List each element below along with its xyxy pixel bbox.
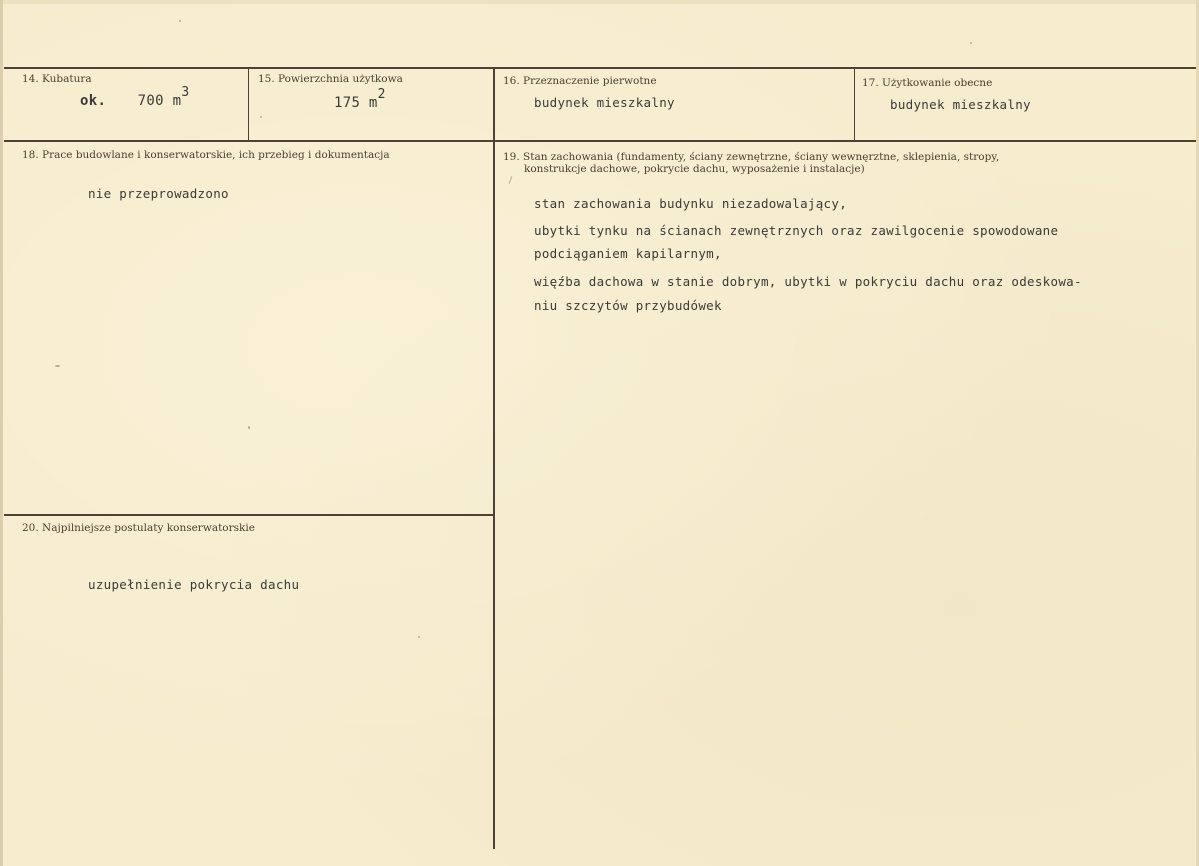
- field-15-exponent: 2: [377, 87, 386, 102]
- page-edge-left: [0, 0, 3, 866]
- field-19-line-5: niu szczytów przybudówek: [534, 298, 722, 313]
- field-19-line-1: stan zachowania budynku niezadowalający,: [534, 196, 848, 211]
- paper-speck: [418, 636, 420, 638]
- paper-speck: [179, 20, 181, 22]
- paper-speck: [509, 176, 513, 184]
- page-edge-top: [0, 0, 1199, 4]
- field-14-exponent: 3: [181, 85, 190, 100]
- grid-line-f18-bottom: [4, 514, 494, 516]
- field-19-line-4: więźba dachowa w stanie dobrym, ubytki w pokryciu dachu oraz odeskowa-: [534, 274, 1082, 289]
- grid-line-v2: [493, 67, 495, 849]
- field-16-value: budynek mieszkalny: [534, 95, 675, 110]
- field-14-value: [80, 85, 190, 110]
- field-14-prefix: ok.: [80, 93, 107, 109]
- field-18-value: nie przeprowadzono: [88, 186, 229, 201]
- field-20-value: uzupełnienie pokrycia dachu: [88, 577, 300, 592]
- grid-line-v3: [854, 67, 855, 141]
- field-19-label-line1: 19. Stan zachowania (fundamenty, ściany zewnętrzne, ściany wewnęrztne, sklepienia, stropy,: [503, 151, 1000, 163]
- field-15-label: 15. Powierzchnia użytkowa: [258, 73, 403, 85]
- paper-speck: [970, 42, 972, 44]
- grid-line-row1-bottom: [4, 140, 1196, 142]
- paper-speck: [55, 365, 60, 367]
- grid-line-v1: [248, 67, 249, 141]
- field-14-label: 14. Kubatura: [22, 73, 92, 85]
- field-18-label: 18. Prace budowlane i konserwatorskie, ich przebieg i dokumentacja: [22, 149, 390, 161]
- field-15-number: 175 m: [334, 95, 378, 111]
- field-17-label: 17. Użytkowanie obecne: [862, 77, 993, 89]
- field-14-number: 700 m: [137, 93, 182, 109]
- paper-speck: [260, 116, 262, 118]
- field-17-value: budynek mieszkalny: [890, 97, 1031, 112]
- paper-speck: [248, 426, 250, 429]
- grid-line-top: [4, 67, 1196, 69]
- field-16-label: 16. Przeznaczenie pierwotne: [503, 75, 657, 87]
- field-20-label: 20. Najpilniejsze postulaty konserwatorskie: [22, 522, 255, 534]
- field-19-line-3: podciąganiem kapilarnym,: [534, 246, 722, 261]
- field-19-line-2: ubytki tynku na ścianach zewnętrznych oraz zawilgocenie spowodowane: [534, 223, 1059, 238]
- field-19-label-line2: konstrukcje dachowe, pokrycie dachu, wyposażenie i instalacje): [524, 163, 865, 175]
- field-15-value: [334, 87, 386, 112]
